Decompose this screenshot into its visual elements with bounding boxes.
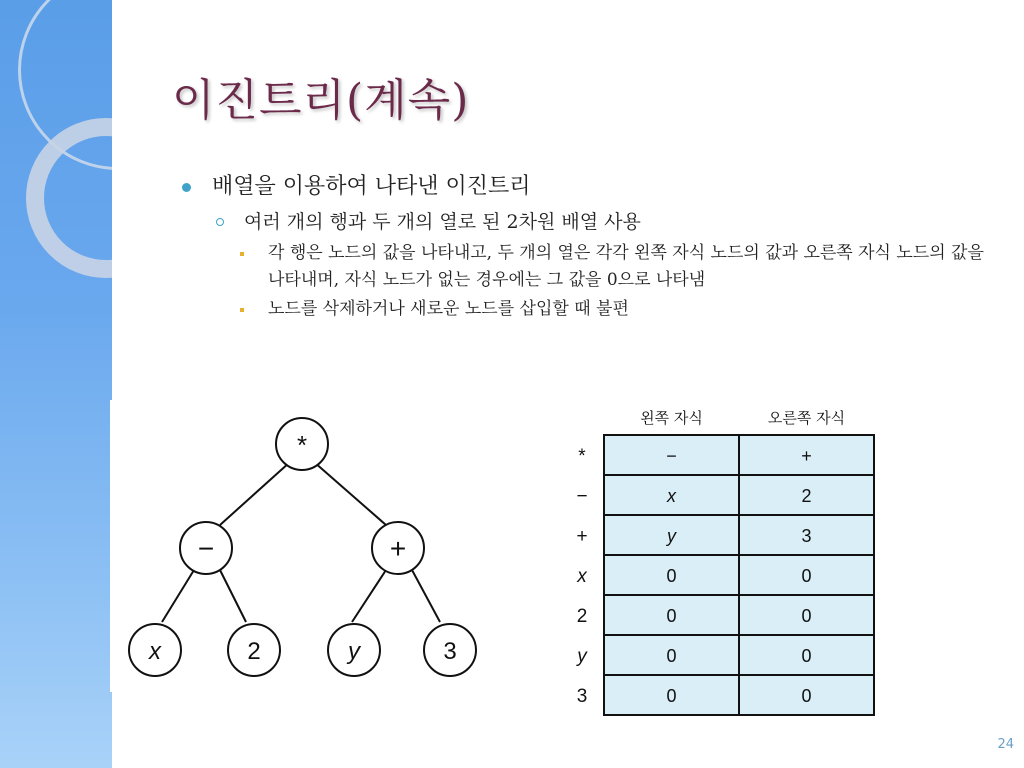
table-cell-right: 0 — [801, 566, 812, 586]
table-row-label: x — [577, 566, 587, 587]
bullet-square-icon — [240, 252, 244, 256]
tree-label-right: + — [389, 533, 407, 564]
bullet-dot-icon — [182, 183, 191, 192]
table-cell-right: 0 — [801, 686, 812, 706]
binary-tree-figure — [110, 400, 495, 692]
bullet-list — [182, 170, 992, 323]
bullet-square-icon — [240, 308, 244, 312]
table-cell-left: − — [666, 446, 677, 466]
table-row-label: + — [576, 526, 588, 547]
bullet-text: 노드를 삭제하거나 새로운 노드를 삽입할 때 불편 — [268, 299, 629, 319]
table-cell-left: x — [667, 486, 676, 506]
table-header: 오른쪽 자식 — [767, 409, 846, 427]
table-cell-right: 2 — [801, 486, 812, 506]
tree-label-left: − — [197, 533, 215, 564]
table-row-label: * — [578, 446, 586, 467]
bullet-text: 배열을 이용하여 나타낸 이진트리 — [212, 174, 531, 199]
slide-title: 이진트리(계속) — [172, 75, 470, 126]
bullet-level2 — [214, 206, 992, 238]
table-cell-right: 0 — [801, 606, 812, 626]
array-table-figure — [562, 398, 882, 720]
tree-label-rr: 3 — [443, 638, 457, 665]
table-row-label: 3 — [576, 686, 588, 707]
table-row-label: − — [576, 486, 588, 507]
page-number: 24 — [997, 737, 1014, 752]
table-cell-right: 0 — [801, 646, 812, 666]
table-cell-right: + — [801, 446, 812, 466]
table-svg — [562, 398, 882, 720]
bullet-text: 여러 개의 행과 두 개의 열로 된 2차원 배열 사용 — [244, 211, 641, 233]
table-cell-left: 0 — [666, 646, 677, 666]
tree-label-root: * — [296, 430, 308, 460]
bullet-text: 각 행은 노드의 값을 나타내고, 두 개의 열은 각각 왼쪽 자식 노드의 값과 오른쪽 자식 노드의 값을 나타내며, 자식 노드가 없는 경우에는 그 값을 0으로 나타냄 — [268, 243, 984, 290]
table-header: 왼쪽 자식 — [640, 409, 703, 427]
tree-label-lr: 2 — [247, 638, 261, 665]
tree-edge — [314, 462, 386, 525]
bullet-circle-icon — [216, 218, 224, 226]
tree-edge — [220, 462, 290, 525]
tree-svg — [110, 400, 495, 692]
table-row-label: 2 — [576, 606, 588, 627]
bullet-level3 — [240, 240, 992, 294]
decorative-ring — [26, 118, 112, 278]
table-cell-right: 3 — [801, 526, 812, 546]
bullet-level3 — [240, 296, 992, 323]
table-cell-left: y — [667, 526, 676, 546]
table-row-label: y — [577, 646, 587, 667]
table-cell-left: 0 — [666, 606, 677, 626]
tree-edge — [412, 570, 440, 622]
tree-label-rl: y — [348, 638, 360, 665]
table-cell-left: 0 — [666, 686, 677, 706]
table-cell-left: 0 — [666, 566, 677, 586]
bullet-level1 — [182, 170, 992, 204]
tree-edge — [162, 570, 194, 622]
left-decorative-band — [0, 0, 112, 768]
tree-label-ll: x — [149, 638, 161, 665]
tree-edge — [220, 570, 246, 622]
tree-edge — [352, 570, 386, 622]
